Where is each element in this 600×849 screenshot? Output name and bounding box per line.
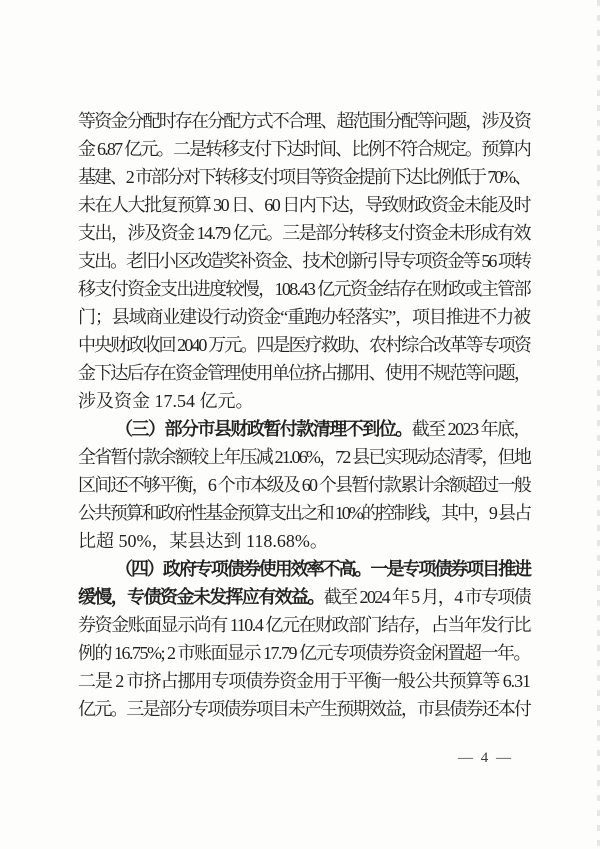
text-run: 等资金分配时存在分配方式不合理、超范围分配等问题，涉及资 — [78, 111, 530, 131]
text-line — [78, 695, 530, 723]
text-block — [78, 107, 530, 723]
text-run: 公共预算和政府性基金预算支出之和 10%的控制线，其中，9 县占 — [78, 503, 530, 523]
text-line — [78, 667, 530, 695]
text-run: 移支付资金支出进度较慢，108.43 亿元资金结存在财政或主管部 — [78, 279, 530, 299]
text-run: 区间还不够平衡，6 个市本级及 60 个县暂付款累计余额超过一般 — [78, 475, 530, 495]
text-line — [78, 499, 530, 527]
text-run: 支出，涉及资金 14.79 亿元。三是部分转移支付资金未形成有效 — [78, 223, 530, 243]
text-run: 涉及资金 17.54 亿元。 — [78, 391, 254, 411]
text-line — [78, 387, 530, 415]
emphasis-run: （四）政府专项债券使用效率不高。一是专项债券项目推进 — [115, 559, 530, 579]
text-run: 基建、2 市部分对下转移支付项目等资金提前下达比例低于 70%、 — [78, 167, 530, 187]
text-line — [78, 331, 530, 359]
text-line — [78, 639, 530, 667]
text-line — [78, 359, 530, 387]
text-line — [78, 247, 530, 275]
text-run: 券资金账面显示尚有 110.4 亿元在财政部门结存，占当年发行比 — [78, 615, 530, 635]
text-line — [78, 303, 530, 331]
emphasis-run: 缓慢，专债资金未发挥应有效益。 — [78, 587, 324, 607]
text-line — [78, 611, 530, 639]
text-run: 二是 2 市挤占挪用专项债券资金用于平衡一般公共预算等 6.31 — [78, 671, 530, 691]
emphasis-run: （三）部分市县财政暂付款清理不到位。 — [115, 419, 412, 439]
text-line — [78, 219, 530, 247]
text-run: 亿元。三是部分专项债券项目未产生预期效益，市县债券还本付 — [78, 699, 530, 719]
text-run: 门；县域商业建设行动资金“重跑办轻落实”，项目推进不力被 — [78, 307, 530, 327]
text-line — [78, 191, 530, 219]
text-line — [78, 135, 530, 163]
text-run: 全省暂付款余额较上年压减 21.06%，72 县已实现动态清零，但地 — [78, 447, 530, 467]
text-run: 支出。老旧小区改造奖补资金、技术创新引导专项资金等 56 项转 — [78, 251, 530, 271]
text-run: 比超 50%，某县达到 118.68%。 — [78, 531, 328, 551]
text-line — [78, 527, 530, 555]
text-line — [78, 415, 530, 443]
text-run: 中央财政收回 2040 万元。四是医疗救助、农村综合改革等专项资 — [78, 335, 530, 355]
text-line — [78, 555, 530, 583]
text-line — [78, 583, 530, 611]
page-number: — 4 — — [458, 750, 513, 766]
text-line — [78, 163, 530, 191]
text-line — [78, 275, 530, 303]
text-run: 金下达后存在资金管理使用单位挤占挪用、使用不规范等问题， — [78, 363, 530, 383]
text-run: 截至 2023 年底， — [411, 419, 531, 439]
text-line — [78, 443, 530, 471]
text-run: 截至 2024 年 5 月，4 市专项债 — [323, 587, 531, 607]
text-run: 未在人大批复预算 30 日、60 日内下达，导致财政资金未能及时 — [78, 195, 530, 215]
text-line — [78, 471, 530, 499]
text-run: 金 6.87 亿元。二是转移支付下达时间、比例不符合规定。预算内 — [78, 139, 530, 159]
text-line — [78, 107, 530, 135]
text-run: 例的 16.75%; 2 市账面显示 17.79 亿元专项债券资金闲置超一年。 — [78, 643, 530, 663]
